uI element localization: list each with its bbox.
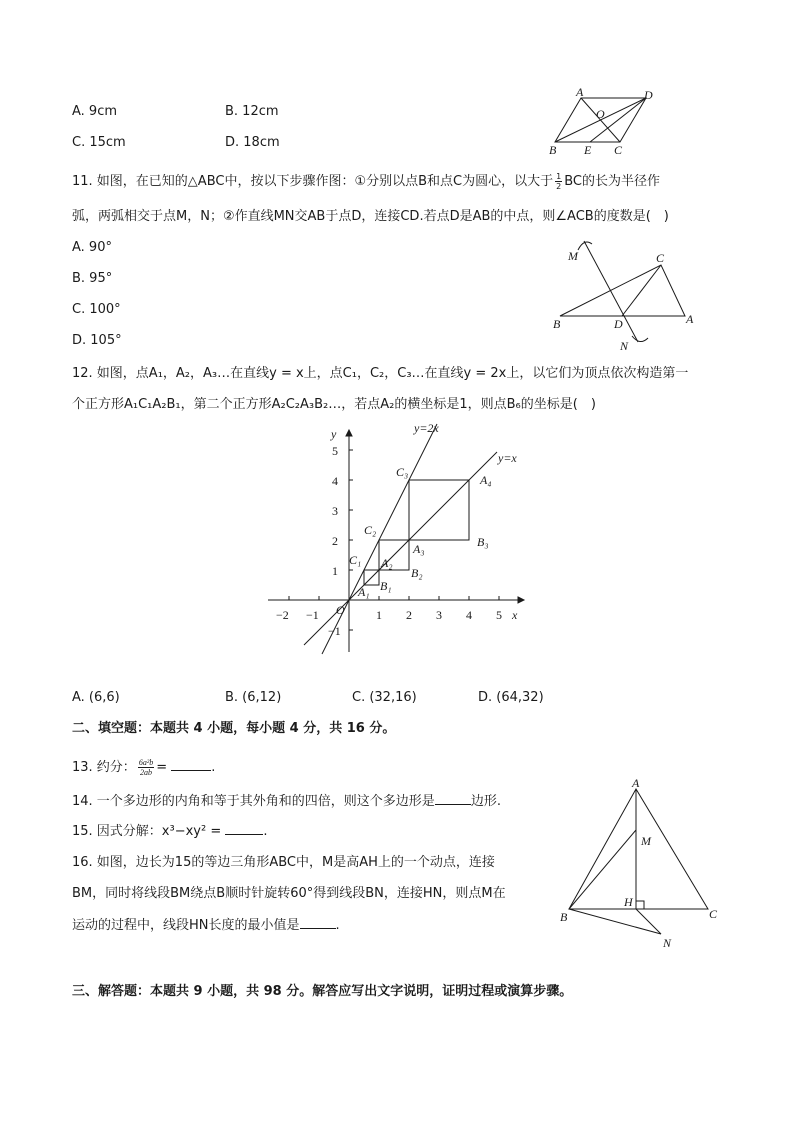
origin-label: O — [336, 603, 345, 617]
y-tick-4: 4 — [332, 474, 338, 488]
q13-line: 13. 约分： $\frac{\text{6a²b}}{2ab}$ = . — [72, 758, 216, 777]
q16-answer-blank[interactable] — [300, 916, 336, 929]
q16-label-b: B — [560, 910, 568, 924]
label-a2: A₂ — [381, 556, 393, 570]
q11-line2: 弧，两弧相交于点M，N；②作直线MN交AB于点D，连接CD.若点D是AB的中点，则∠ACB的度数是( ) — [72, 209, 669, 224]
section-3-heading: 三、解答题：本题共 9 小题，共 98 分。解答应写出文字说明，证明过程或演算步骤。 — [72, 984, 573, 999]
q11-label-b: B — [553, 317, 561, 331]
q12-option-a: A. (6,6) — [72, 690, 120, 705]
q16-label-c: C — [709, 907, 718, 921]
label-b1: B₁ — [380, 579, 392, 593]
q14-line: 14. 一个多边形的内角和等于其外角和的四倍，则这个多边形是 边形. — [72, 794, 501, 809]
label-c1: C₁ — [349, 553, 362, 567]
q15-answer-blank[interactable] — [225, 822, 263, 835]
q11-line1: 11. 如图，在已知的△ABC中，按以下步骤作图：①分别以点B和点C为圆心，以大于 $\frac{1}{2}$ BC的长为半径作 — [72, 172, 660, 191]
q10-option-a: A. 9cm — [72, 104, 118, 119]
q10-label-c: C — [614, 143, 623, 157]
q12-option-b: B. (6,12) — [225, 690, 282, 705]
q13-answer-blank[interactable] — [171, 758, 211, 771]
q10-option-d: D. 18cm — [225, 135, 280, 150]
q10-label-e: E — [584, 143, 592, 157]
x-tick-2: 2 — [406, 608, 412, 622]
q11-option-b: B. 95° — [72, 271, 113, 286]
q16-label-n: N — [663, 936, 672, 950]
q10-label-a: A — [576, 85, 584, 99]
q11-fraction: $\frac{1}{2}$ — [556, 172, 562, 191]
q16-line3: 运动的过程中，线段HN长度的最小值是 . — [72, 918, 340, 933]
x-tick-3: 3 — [436, 608, 442, 622]
label-c3: C₃ — [396, 465, 409, 479]
axis-label-x: x — [512, 608, 518, 622]
label-c2: C₂ — [364, 523, 377, 537]
label-a3: A₃ — [413, 542, 425, 556]
q10-label-d: D — [644, 88, 653, 102]
y-tick-5: 5 — [332, 444, 338, 458]
label-b3: B₃ — [477, 535, 489, 549]
q10-label-o: O — [596, 107, 605, 121]
q16-label-a: A — [632, 776, 640, 790]
y-tick-3: 3 — [332, 504, 338, 518]
q16-line1: 16. 如图，边长为15的等边三角形ABC中，M是高AH上的一个动点，连接 — [72, 855, 495, 870]
q11-option-a: A. 90° — [72, 240, 112, 255]
q16-label-m: M — [641, 834, 651, 848]
x-tick-1: 1 — [376, 608, 382, 622]
q12-line2: 个正方形A₁C₁A₂B₁，第二个正方形A₂C₂A₃B₂…，若点A₂的横坐标是1，则点B₆的坐标是( ) — [72, 397, 596, 412]
q13-fraction: $\frac{\text{6a²b}}{2ab}$ — [138, 758, 154, 777]
x-tick-5: 5 — [496, 608, 502, 622]
y-tick-1: 1 — [332, 564, 338, 578]
x-axis-arrow — [518, 597, 524, 603]
q11-label-n: N — [620, 339, 629, 353]
label-b2: B₂ — [411, 566, 423, 580]
q11-label-m: M — [568, 249, 578, 263]
label-y-2x: y=2x — [414, 421, 439, 435]
q16-label-h: H — [624, 895, 633, 909]
label-a1: A₁ — [358, 585, 370, 599]
y-tick-2: 2 — [332, 534, 338, 548]
x-tick-neg2: −2 — [276, 608, 289, 622]
y-tick-neg1: −1 — [328, 624, 341, 638]
q10-label-b: B — [549, 143, 557, 157]
q11-label-a: A — [686, 312, 694, 326]
q10-option-b: B. 12cm — [225, 104, 279, 119]
y-axis-arrow — [346, 430, 352, 436]
q14-answer-blank[interactable] — [435, 792, 471, 805]
axis-label-y: y — [331, 427, 337, 441]
q12-option-d: D. (64,32) — [478, 690, 544, 705]
q12-option-c: C. (32,16) — [352, 690, 417, 705]
label-a4: A₄ — [480, 473, 492, 487]
x-tick-4: 4 — [466, 608, 472, 622]
q11-option-d: D. 105° — [72, 333, 122, 348]
q11-label-c: C — [656, 251, 665, 265]
q16-triangle-figure — [556, 776, 736, 954]
label-y-x: y=x — [498, 451, 517, 465]
q10-option-c: C. 15cm — [72, 135, 126, 150]
section-2-heading: 二、填空题：本题共 4 小题，每小题 4 分，共 16 分。 — [72, 721, 396, 736]
x-tick-neg1: −1 — [306, 608, 319, 622]
q16-line2: BM，同时将线段BM绕点B顺时针旋转60°得到线段BN，连接HN，则点M在 — [72, 886, 506, 901]
q12-line1: 12. 如图，点A₁，A₂，A₃…在直线y = x上，点C₁，C₂，C₃…在直线y = 2x上，以它们为顶点依次构造第一 — [72, 366, 689, 381]
q15-line: 15. 因式分解：x³−xy² = . — [72, 824, 268, 839]
q11-label-d: D — [614, 317, 623, 331]
q11-option-c: C. 100° — [72, 302, 121, 317]
